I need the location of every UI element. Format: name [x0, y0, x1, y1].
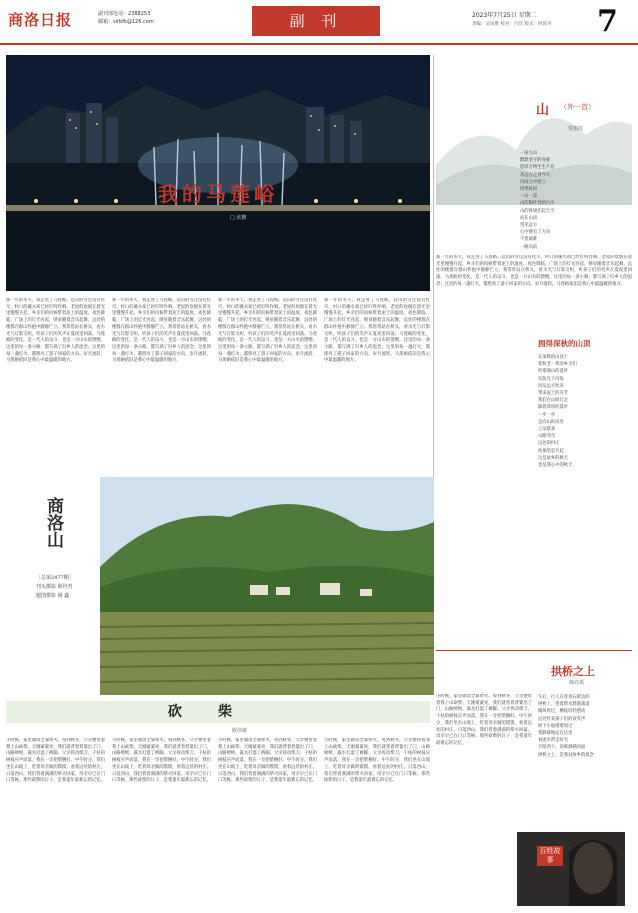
editors-line: 责编：吴田胜 校对：吕洋 版式：何蓉丹: [472, 22, 552, 27]
essay2-author: 陈佳敏: [232, 728, 248, 734]
essay-line: 拱桥之上，是我对故乡的思念: [538, 752, 594, 758]
poem-line: 风从远方吹来: [538, 383, 564, 389]
issue-date: 2023年7月25日 星期二: [472, 12, 537, 19]
newspaper-logo: 商洛日报: [8, 11, 73, 29]
book-portrait-illustration: [517, 832, 625, 906]
essay2-col-4: 小时候，家里做饭全靠柴火。每到秋冬，父亲便带着我上山砍柴。天刚蒙蒙亮，我们就背着背篓出了门，山路崎岖，露水打湿了裤脚。父亲挥动柴刀，干枯的树枝应声而落，我在一旁把柴捆好。中午时分，我们坐在山坡上，吃着母亲做的馍馍，看着远处的村庄。日落西山，我们背着满满的柴火回家，母亲早已在门口等候。那些砍柴的日子，是我童年最难忘的记忆。: [324, 738, 430, 784]
poem-line: 我们在山间行走: [538, 398, 569, 404]
poem-line: 风雨之中挺立: [520, 179, 546, 185]
phone-line: 副刊部电话：2388253: [98, 11, 151, 17]
essay2-col-3: 小时候，家里做饭全靠柴火。每到秋冬，父亲便带着我上山砍柴。天刚蒙蒙亮，我们就背着背篓出了门，山路崎岖，露水打湿了裤脚。父亲挥动柴刀，干枯的树枝应声而落，我在一旁把柴捆好。中午时分，我们坐在山坡上，吃着母亲做的馍馍，看着远处的村庄。日落西山，我们背着满满的柴火回家，母亲早已在门口等候。那些砍柴的日子，是我童年最难忘的记忆。: [218, 738, 317, 784]
poem-line: 恩泽万物生生不息: [520, 165, 555, 171]
lead-body-col-4: 那一年的冬天，我走进了马莲峪。远山的雪还没有化尽，村口的溪水却已经叮咚作响。老屋的炊烟在晨光里慢慢升起，乡亲们的问候带着泥土的温度。夜色降临，广场上的灯光亮起，喷泉随着音乐起舞，远处的楼群在群山怀抱中静静伫立。我常常站在桥头，看水光与灯影交织，听孩子们的笑声在夏夜里回荡。马莲峪的变化，是一代人的奋斗，也是一方山水的馈赠。这里的每一条小路，都写满了归乡人的思念；这里的每一盏灯火，都照亮了游子回家的方向。岁月流转，马莲峪依旧是我心中最温暖的地方。: [324, 298, 430, 364]
poem-line: 山的脊梁托起天空: [520, 208, 555, 214]
essay-line: 我静静地站在这里: [538, 731, 573, 737]
essay2-col-1: 小时候，家里做饭全靠柴火。每到秋冬，父亲便带着我上山砍柴。天刚蒙蒙亮，我们就背着背篓出了门，山路崎岖，露水打湿了裤脚。父亲挥动柴刀，干枯的树枝应声而落，我在一旁把柴捆好。中午时分，我们坐在山坡上，吃着母亲做的馍馍，看着远处的村庄。日落西山，我们背着满满的柴火回家，母亲早已在门口等候。那些砍柴的日子，是我童年最难忘的记忆。: [6, 738, 105, 784]
farmland-illustration: [100, 477, 434, 695]
poem-line: 一山一景: [520, 194, 538, 200]
essay-line: 远处传来孩子们的欢笑声: [538, 716, 586, 722]
photo-feature-title: [38, 497, 68, 557]
poem1-subtitle: （外一首）: [560, 103, 595, 111]
landscape-photo: [100, 477, 434, 695]
essay3-body: [538, 694, 633, 759]
contact-info: [98, 10, 154, 26]
lead-photo: [6, 55, 430, 291]
essay3-title: 拱桥之上: [551, 665, 595, 678]
book-title: 百姓故事: [537, 846, 563, 866]
poem-line: 默默坚守的身躯: [520, 158, 551, 164]
poem-line: 山路弯弯: [538, 434, 556, 440]
poem-line: 远处的村庄: [538, 441, 560, 447]
page-number: 7: [597, 4, 618, 39]
poem-line: 云朵低垂: [538, 427, 556, 433]
poem-line: 走向山的高处: [538, 419, 564, 425]
essay3-author: 韩亦菱: [569, 680, 585, 686]
poem-line: 山的胸怀容纳百川: [520, 201, 555, 207]
poem-line: 站在山顶: [520, 215, 538, 221]
poem-line: 一步一步: [538, 412, 556, 418]
poem-line: 听那满山的落叶: [538, 369, 569, 375]
poem1-body: [520, 150, 630, 251]
essay3-rule: [436, 650, 632, 651]
essay-line: 微风吹过，柳枝轻轻摆动: [538, 709, 586, 715]
email-line: 邮箱：slrbfk@126.com: [98, 19, 154, 25]
essay3-left-col: 小时候，家里做饭全靠柴火。每到秋冬，父亲便带着我上山砍柴。天刚蒙蒙亮，我们就背着背篓出了门，山路崎岖，露水打湿了裤脚。父亲挥动柴刀，干枯的树枝应声而落，我在一旁把柴捆好。中午时分，我们坐在山坡上，吃着母亲做的馍馍，看着远处的村庄。日落西山，我们背着满满的柴火回家，母亲早已在门口等候。那些砍柴的日子，是我童年最难忘的记忆。: [436, 694, 532, 746]
essay2-title: 砍柴: [168, 704, 268, 720]
poem-line: 四季轮回: [520, 187, 538, 193]
lead-body-col-1: 那一年的冬天，我走进了马莲峪。远山的雪还没有化尽，村口的溪水却已经叮咚作响。老屋的炊烟在晨光里慢慢升起，乡亲们的问候带着泥土的温度。夜色降临，广场上的灯光亮起，喷泉随着音乐起舞，远处的楼群在群山怀抱中静静伫立。我常常站在桥头，看水光与灯影交织，听孩子们的笑声在夏夜里回荡。马莲峪的变化，是一代人的奋斗，也是一方山水的馈赠。这里的每一条小路，都写满了归乡人的思念；这里的每一盏灯火，都照亮了游子回家的方向。岁月流转，马莲峪依旧是我心中最温暖的地方。: [6, 298, 105, 364]
book-cover-image: [517, 832, 625, 906]
masthead: [0, 0, 638, 44]
lead-body-col-2: 那一年的冬天，我走进了马莲峪。远山的雪还没有化尽，村口的溪水却已经叮咚作响。老屋的炊烟在晨光里慢慢升起，乡亲们的问候带着泥土的温度。夜色降临，广场上的灯光亮起，喷泉随着音乐起舞，远处的楼群在群山怀抱中静静伫立。我常常站在桥头，看水光与灯影交织，听孩子们的笑声在夏夜里回荡。马莲峪的变化，是一代人的奋斗，也是一方山水的馈赠。这里的每一条小路，都写满了归乡人的思念；这里的每一盏灯火，都照亮了游子回家的方向。岁月流转，马莲峪依旧是我心中最温暖的地方。: [112, 298, 211, 364]
lead-article-title: 我的马莲峪: [158, 182, 278, 206]
essay-line: 夕阳西下，余晖洒满河面: [538, 745, 586, 751]
poem-line: 一座大山: [520, 151, 538, 156]
photo-caption: [36, 574, 74, 601]
poem-line: 一路向前: [520, 244, 538, 250]
lead-article-author: □ 张鹏: [230, 215, 247, 221]
poem2-title: 拥得深秋的山顶: [538, 339, 591, 348]
night-plaza-illustration: [6, 55, 430, 291]
masthead-photo-credit: 刊头摄影 薛世育: [36, 584, 73, 590]
poem-line: 在深秋的山顶上: [538, 355, 569, 360]
title-photo-credit: 题图摄影 杨 鑫: [36, 593, 70, 599]
poem-line: 在阳光下闪烁: [538, 376, 564, 382]
essay2-col-2: 小时候，家里做饭全靠柴火。每到秋冬，父亲便带着我上山砍柴。天刚蒙蒙亮，我们就背着背篓出了门，山路崎岖，露水打湿了裤脚。父亲挥动柴刀，干枯的树枝应声而落，我在一旁把柴捆好。中午时分，我们坐在山坡上，吃着母亲做的馍馍，看着远处的村庄。日落西山，我们背着满满的柴火回家，母亲早已在门口等候。那些砍柴的日子，是我童年最难忘的记忆。: [112, 738, 211, 784]
essay-line: 拱桥上，望着碧水悠悠荡漾: [538, 702, 590, 708]
poem-line: 望见远方: [520, 223, 538, 229]
essay-line: 午后，行人在青青石阶边的: [538, 695, 590, 700]
essay-line: 看流水带走时光: [538, 738, 569, 744]
poem-line: 炊烟袅袅升起: [538, 448, 564, 454]
poem-line: 这是故乡的秋天: [538, 455, 569, 461]
poem1-title: 山: [536, 103, 550, 118]
lead-body-col-3: 那一年的冬天，我走进了马莲峪。远山的雪还没有化尽，村口的溪水却已经叮咚作响。老屋的炊烟在晨光里慢慢升起，乡亲们的问候带着泥土的温度。夜色降临，广场上的灯光亮起，喷泉随着音乐起舞，远处的楼群在群山怀抱中静静伫立。我常常站在桥头，看水光与灯影交织，听孩子们的笑声在夏夜里回荡。马莲峪的变化，是一代人的奋斗，也是一方山水的馈赠。这里的每一条小路，都写满了归乡人的思念；这里的每一盏灯火，都照亮了游子回家的方向。岁月流转，马莲峪依旧是我心中最温暖的地方。: [218, 298, 317, 364]
poem-line: 心中便有了方向: [520, 230, 551, 236]
poem-line: 也是我心中的秋天: [538, 463, 573, 469]
section-title: 副 刊: [289, 12, 343, 30]
essay-line: 桥下小船缓缓划过: [538, 723, 573, 729]
poem-line: 带来泥土的芬芳: [538, 391, 569, 397]
poem-line: 踩着厚厚的落叶: [538, 405, 569, 411]
lead-body-col-5: 那一年的冬天，我走进了马莲峪。远山的雪还没有化尽，村口的溪水却已经叮咚作响。老屋的炊烟在晨光里慢慢升起，乡亲们的问候带着泥土的温度。夜色降临，广场上的灯光亮起，喷泉随着音乐起舞，远处的楼群在群山怀抱中静静伫立。我常常站在桥头，看水光与灯影交织，听孩子们的笑声在夏夜里回荡。马莲峪的变化，是一代人的奋斗，也是一方山水的馈赠。这里的每一条小路，都写满了归乡人的思念；这里的每一盏灯火，都照亮了游子回家的方向。岁月流转，马莲峪依旧是我心中最温暖的地方。: [436, 255, 632, 287]
masthead-rule: [0, 43, 638, 45]
poem-line: 不畏艰难: [520, 237, 538, 243]
poem-line: 我和老一辈的乡亲们: [538, 362, 577, 368]
poem-line: 从远古走到今天: [520, 172, 551, 178]
issue-series: ［总第2477期］: [36, 575, 74, 581]
poem1-author: 党根虎: [568, 126, 584, 132]
photo-feature-title-text: 商洛山: [43, 497, 63, 548]
poem2-body: [538, 354, 633, 469]
